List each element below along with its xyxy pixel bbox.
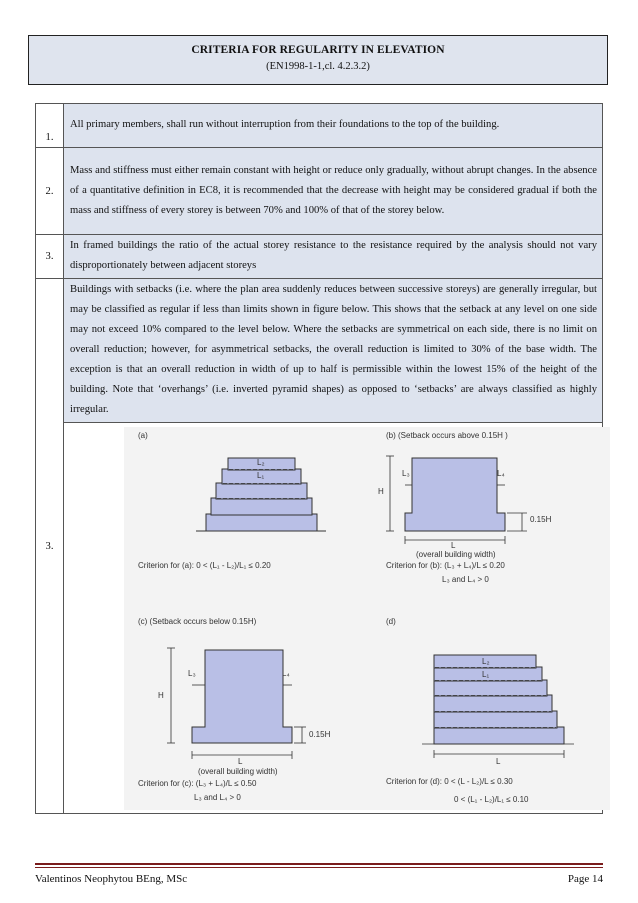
panel-b-width-caption: (overall building width) (416, 550, 496, 559)
criterion-text: All primary members, shall run without interruption from their foundations to the top of the building. (64, 104, 603, 148)
criterion-text: Buildings with setbacks (i.e. where the plan area suddenly reduces between successive storeys) are generally irregular, but may be classified as regular if less than limits shown in figure below. This shows that the setback at any level on one side may not exceed 10% compared to the level below. Where the setbacks are symmetrical on each side, there is no limit on overall reduction; however, for asymmetrical setbacks, the overall reduction is limited to 30% of the base width. The exception is that an overall reduction in width of up to half is permissible within the lowest 15% of the height of the building. Note that ‘overhangs’ (i.e. inverted pyramid shapes) as opposed to ‘setbacks’ are always classified as highly irregular. (64, 279, 603, 423)
panel-d-l1-label: L₁ (482, 670, 490, 679)
panel-d-building (434, 655, 564, 744)
section-title-box (28, 35, 608, 85)
panel-a-criterion: Criterion for (a): 0 < (L₁ - L₂)/L₁ ≤ 0.20 (138, 561, 271, 570)
page-subtitle: (EN1998-1-1,cl. 4.2.3.2) (266, 61, 370, 72)
panel-c-l-label: L (238, 757, 243, 766)
panel-b-h-label: H (378, 487, 384, 496)
panel-b-criterion: Criterion for (b): (L₃ + L₄)/L ≤ 0.20 (386, 561, 505, 570)
page-title: CRITERIA FOR REGULARITY IN ELEVATION (191, 44, 445, 56)
criteria-row (36, 235, 603, 279)
panel-b-l3-label: L₃ (402, 469, 410, 478)
panel-b-building (405, 458, 505, 531)
footer-rule (35, 863, 603, 865)
panel-c-criterion: Criterion for (c): (L₃ + L₄)/L ≤ 0.50 (138, 779, 257, 788)
footer-author: Valentinos Neophytou BEng, MSc (35, 873, 188, 885)
criterion-number: 1. (36, 104, 64, 148)
setback-figure (124, 427, 610, 810)
criteria-row (36, 104, 603, 148)
criterion-number: 2. (36, 148, 64, 235)
panel-c-l3-label: L₃ (188, 669, 196, 678)
criteria-row (36, 148, 603, 235)
panel-d-tag: (d) (386, 617, 396, 626)
panel-d-criterion: Criterion for (d): 0 < (L - L₂)/L ≤ 0.30 (386, 777, 513, 786)
panel-b-l-label: L (451, 541, 456, 550)
figure-row (36, 423, 603, 814)
panel-c-015h-label: 0.15H (309, 730, 331, 739)
panel-c-criterion-2: L₃ and L₄ > 0 (194, 793, 241, 802)
panel-c-h-label: H (158, 691, 164, 700)
criterion-text: Mass and stiffness must either remain constant with height or reduce only gradually, without abrupt changes. In the absence of a quantitative definition in EC8, it is recommended that the decrease with height may be considered gradual if both the mass and stiffness of every storey is between 70% and 100% of that of the storey below. (64, 148, 603, 235)
panel-d-l2-label: L₂ (482, 657, 490, 666)
panel-d-criterion-2: 0 < (L₁ - L₂)/L₁ ≤ 0.10 (454, 795, 529, 804)
panel-c-l4-label: L₄ (282, 669, 290, 678)
criteria-table (35, 103, 603, 814)
panel-c-tag: (c) (Setback occurs below 0.15H) (138, 617, 257, 626)
criterion-text: In framed buildings the ratio of the actual storey resistance to the resistance required by the analysis should not vary disproportionately between adjacent storeys (64, 235, 603, 279)
panel-a-building (206, 458, 317, 531)
criterion-number: 3. (36, 279, 64, 814)
footer-rule-thin (35, 867, 603, 868)
panel-a-l2-label: L₂ (257, 458, 265, 467)
figure-cell (64, 423, 603, 814)
panel-a-tag: (a) (138, 431, 148, 440)
panel-c-width-caption: (overall building width) (198, 767, 278, 776)
criterion-number: 3. (36, 235, 64, 279)
panel-b-tag: (b) (Setback occurs above 0.15H ) (386, 431, 508, 440)
panel-b-criterion-2: L₃ and L₄ > 0 (442, 575, 489, 584)
panel-b-l4-label: L₄ (497, 469, 505, 478)
panel-c-building (192, 650, 292, 743)
panel-b-015h-label: 0.15H (530, 515, 552, 524)
page-number: Page 14 (567, 873, 603, 885)
panel-d-l-label: L (496, 757, 501, 766)
panel-a-l1-label: L₁ (257, 471, 265, 480)
criteria-row (36, 279, 603, 423)
